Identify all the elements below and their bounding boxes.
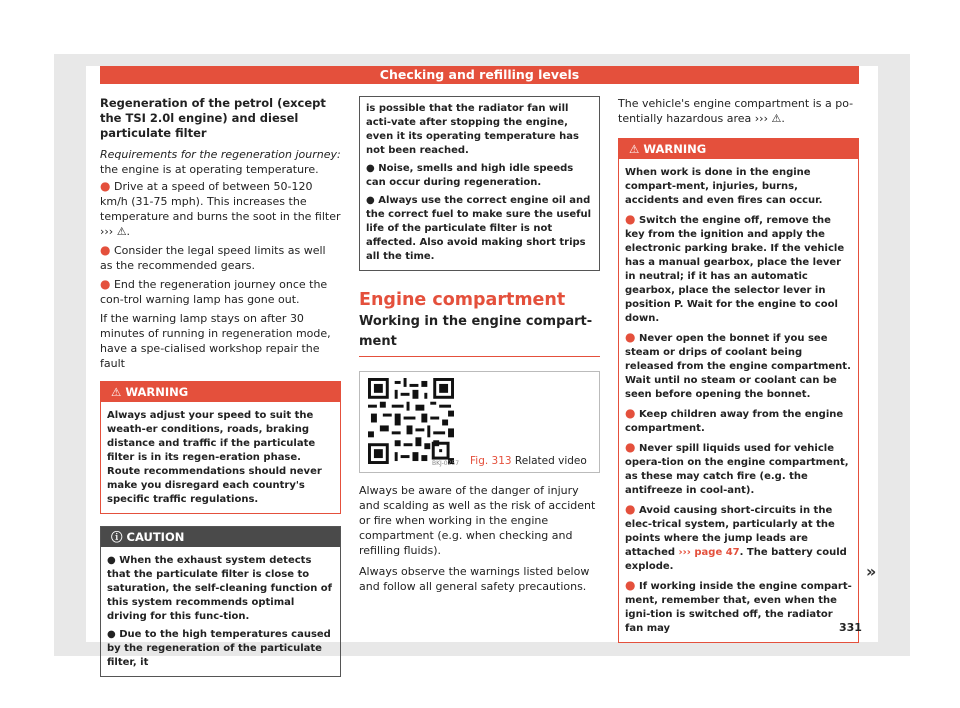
list-item — [100, 243, 341, 273]
warning-triangle-icon: ⚠ — [111, 385, 122, 399]
caution-continued-box — [359, 96, 600, 271]
list-item — [100, 277, 341, 307]
requirements-label: Requirements for the regeneration journey: — [100, 148, 341, 161]
warning-label: WARNING — [125, 385, 189, 399]
paragraph: If the warning lamp stays on after 30 minutes of running in regeneration mode, have a spe-cialised workshop repair the fault — [100, 312, 331, 370]
column-1 — [100, 96, 341, 677]
list-item-text: Drive at a speed of between 50-120 km/h (31-75 mph). This increases the temperature and burns the soot in the filter ››› ⚠. — [100, 180, 341, 238]
caution-body — [101, 547, 340, 676]
paragraph: Always be aware of the danger of injury and scalding as well as the risk of accident or fire when working in the engine compartment (e.g. when checking and refilling fluids). — [359, 484, 596, 557]
paragraph: Always observe the warnings listed below and follow all general safety precautions. — [359, 565, 590, 593]
caution-header — [101, 527, 340, 547]
qr-code-icon[interactable] — [368, 378, 454, 464]
figure-caption-text: Related video — [514, 455, 587, 467]
requirements — [100, 147, 341, 177]
warning-label: WARNING — [643, 142, 707, 156]
bullet-icon: ● — [625, 440, 636, 454]
list-item-text: Never spill liquids used for vehicle opera-tion on the engine compartment, as these may catch fire (e.g. the antifreeze in cool-ant). — [625, 443, 849, 496]
column-3 — [618, 96, 859, 643]
list-item-text: Always use the correct engine oil and the correct fuel to make sure the useful life of the particulate filter is not affected. Also avoid making short trips all the time. — [366, 195, 592, 262]
list-item: ● Noise, smells and high idle speeds can occur during regeneration. — [366, 163, 574, 188]
warning-header — [619, 139, 858, 159]
bullet-icon: ● — [100, 179, 111, 193]
list-item: ● When the exhaust system detects that the particulate filter is close to saturation, the self-cleaning function of this system recommends optimal driving for this func-tion. — [107, 555, 333, 622]
warning-header — [101, 382, 340, 402]
list-item — [625, 578, 852, 636]
requirements-text: the engine is at operating temperature. — [100, 163, 319, 176]
caution-continued-text: is possible that the radiator fan will acti-vate after stopping the engine, even it its operating temperature has not been reached. — [366, 103, 579, 156]
figure-caption — [470, 454, 587, 469]
list-item: ● Due to the high temperatures caused by the regeneration of the particulate filter, it — [107, 629, 331, 668]
list-item — [625, 440, 852, 498]
list-item-text: End the regeneration journey once the con-trol warning lamp has gone out. — [100, 278, 328, 306]
warning-triangle-icon: ⚠ — [629, 142, 640, 156]
bullet-icon: ● — [100, 243, 111, 257]
list-item-text: If working inside the engine compart-ment, remember that, even when the igni-tion is switched off, the radiator fan may — [625, 581, 852, 634]
warning-text: Always adjust your speed to suit the weath-er conditions, roads, braking distance and traffic if the particulate filter is in its regen-eration phase. Route recommendations should never make you disregard each country's specific traffic regulations. — [107, 410, 322, 505]
list-item-text: Keep children away from the engine compartment. — [625, 409, 844, 434]
figure-box — [359, 371, 600, 473]
bullet-icon: ● — [100, 277, 111, 291]
list-item-text: Switch the engine off, remove the key from the ignition and apply the electronic parking brake. If the vehicle has a manual gearbox, place the lever in neutral; if it has an automatic gearbox, place the selector lever in position P. Wait for the engine to cool down. — [625, 215, 845, 324]
list-item — [625, 330, 852, 402]
list-item-text: Noise, smells and high idle speeds can occur during regeneration. — [366, 163, 574, 188]
bullet-icon: ● — [625, 502, 636, 516]
list-item-text: Never open the bonnet if you see steam or drips of coolant being released from the engine compartment. Wait until no steam or coolant can be seen before opening the bonnet. — [625, 333, 851, 400]
list-item — [625, 502, 852, 574]
list-item-text: Consider the legal speed limits as well as the recommended gears. — [100, 244, 326, 272]
list-item-text: Due to the high temperatures caused by the regeneration of the particulate filter, it — [107, 629, 331, 668]
list-item: ● Always use the correct engine oil and the correct fuel to make sure the useful life of the particulate filter is not affected. Also avoid making short trips all the time. — [366, 195, 592, 262]
warning-body — [619, 159, 858, 642]
continue-icon: » — [866, 562, 877, 581]
list-item-text: When the exhaust system detects that the particulate filter is close to saturation, the self-cleaning function of this system recommends optimal driving for this func-tion. — [107, 555, 333, 622]
bullet-icon: ● — [625, 578, 636, 592]
page-link-suffix: . The battery could explode. — [625, 547, 847, 572]
bullet-icon: ● — [625, 212, 636, 226]
section-heading: Regeneration of the petrol (except the TSI 2.0l engine) and diesel particulate filter — [100, 96, 326, 140]
subsection-title: Working in the engine compart-ment — [359, 312, 600, 357]
page-number: 331 — [839, 621, 862, 634]
section-title: Engine compartment — [359, 290, 566, 310]
figure-number: Fig. 313 — [470, 455, 512, 467]
bullet-icon: ● — [625, 406, 636, 420]
list-item — [100, 179, 341, 239]
caution-label: CAUTION — [126, 530, 185, 544]
warning-box — [100, 381, 341, 514]
list-item-text: Avoid causing short-circuits in the elec-trical system, particularly at the points where the jump leads are attached — [625, 505, 835, 558]
column-2 — [359, 96, 600, 600]
caution-box — [100, 526, 341, 677]
warning-text: When work is done in the engine compart-ment, injuries, burns, accidents and even fires can occur. — [625, 167, 823, 206]
bullet-icon: ● — [625, 330, 636, 344]
figure-code: BKJ-0257 — [432, 460, 460, 467]
warning-box — [618, 138, 859, 643]
intro-paragraph: The vehicle's engine compartment is a po-tentially hazardous area ››› ⚠. — [618, 97, 854, 125]
page-header: Checking and refilling levels — [100, 66, 859, 84]
list-item — [625, 212, 852, 326]
list-item — [625, 406, 852, 436]
page-link[interactable]: ››› page 47 — [678, 547, 740, 558]
info-circle-icon: ⓘ — [111, 530, 123, 544]
